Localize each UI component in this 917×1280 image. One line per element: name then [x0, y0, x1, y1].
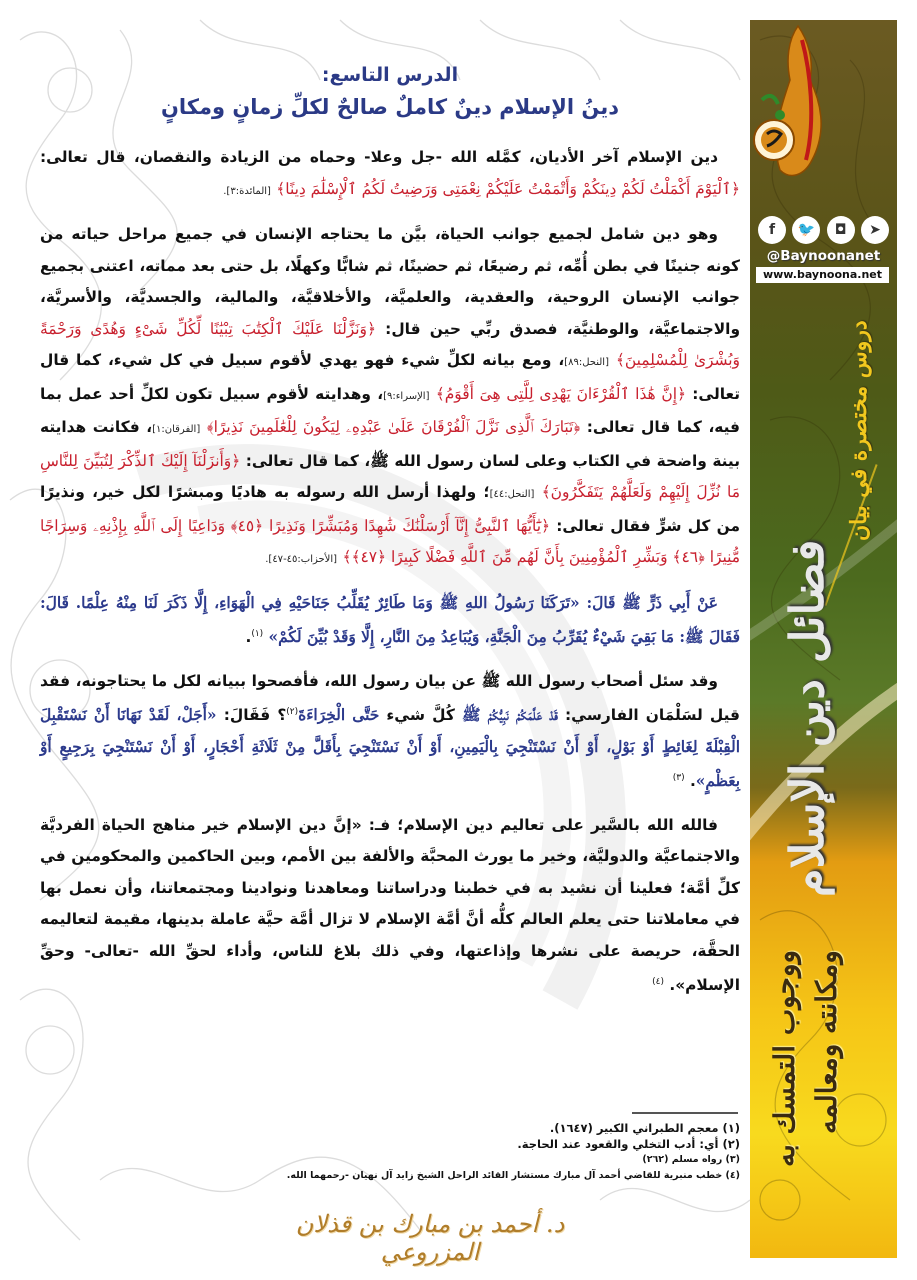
lesson-page	[40, 60, 740, 1014]
author-signature: د. أحمد بن مبارك بن قذلان المزروعي	[295, 1210, 565, 1266]
paragraph-text: وهو دين شامل لجميع جوانب الحياة، بيَّن ما يحتاجه الإنسان في جميع مراحل حياته من كونه جنينًا في بطن أُمِّه، ثم رضيعًا، ثم حضينًا، ثم شابًّا وكهلًا، بل حتى بعد مماته، اعتنى بجميع جوانب الإنسان الروحية، والعقدية، والعلميَّة، والأخلاقيَّة، والمالية، والجسديَّة، والأسريَّة، والاجتماعيَّة، والوطنيَّة، فصدق ربِّي حين قال:	[40, 225, 741, 338]
paragraph-text: كُلَّ شيء	[386, 706, 455, 725]
quran-verse: ﴿تَبَارَكَ ٱلَّذِى نَزَّلَ ٱلْفُرْقَانَ عَلَىٰ عَبْدِهِۦ لِيَكُونَ لِلْعَٰلَمِينَ نَذِيرًا﴾	[206, 418, 581, 436]
verse-reference: [الإسراء:٩]	[383, 390, 430, 402]
footnote-marker[interactable]: (١)	[251, 629, 264, 639]
social-links	[758, 216, 889, 244]
paragraph-text: فالله الله بالسَّير على تعاليم دين الإسلام؛ فـ: «إنَّ دين الإسلام خير مناهج الحياة الفرديَّة والاجتماعيَّة والدوليَّة، وخير ما يورث المحبَّة والألفة بين الأمم، وبين الحاكمين والمحكومين في كلِّ أمَّة؛ فعلينا أن نشيد به في خطبنا ودراساتنا ومعاهدنا ونوادينا ومجتمعاتنا، وأن نعمل بها في معاملاتنا حتى يعلم العالم كلُّه أنَّ أمَّة الإسلام لا تزال أمَّة حيَّة عاملة بدينها، مقيمة لتعاليمه الحقَّة، حريصة على نشرها وإذاعتها، وفي ذلك بلاغ للناس، وأداء لحقِّ الله -تعالى- وحقِّ الإسلام».	[40, 815, 740, 995]
verse-reference: [الأحزاب:٤٥-٤٧].	[265, 554, 338, 565]
baynoona-logo	[750, 20, 830, 190]
series-title-line-2: ومكانته ومعالمه	[810, 950, 843, 1134]
social-handle[interactable]: @Baynoonanet	[766, 248, 881, 264]
lesson-title: دينُ الإسلام دينٌ كاملٌ صالحٌ لكلِّ زمانٍ ومكانٍ	[161, 95, 619, 119]
footnote-marker[interactable]: (٣)	[672, 773, 685, 784]
paragraph-text: دين الإسلام آخر الأديان، كمَّله الله -جل وعلا- وحماه من الزيادة والنقصان، قال تعالى:	[40, 148, 718, 166]
paragraph-2	[40, 219, 740, 576]
twitter-icon[interactable]: 🐦	[792, 216, 820, 244]
series-title-line-3: ووجوب التمسك به	[768, 950, 801, 1167]
telegram-icon[interactable]: ➤	[861, 216, 889, 244]
verse-reference: [الفرقان:١]	[152, 424, 201, 435]
hadith-text: «تَرَكَنَا رَسُولُ اللهِ ﷺ وَمَا طَائِرٌ يُقَلِّبُ جَنَاحَيْهِ فِي الْهَوَاءِ، إِلَّا ذَكَرَ لَنَا مِنْهُ عِلْمًا. قَالَ: فَقَالَ ﷺ: مَا بَقِيَ شَيْءٌ يُقَرِّبُ مِنَ الْجَنَّةِ، وَيُبَاعِدُ مِنَ النَّارِ، إِلَّا وَقَدْ بُيِّنَ لَكُمْ»	[40, 593, 740, 647]
verse-reference: [المائدة:٣].	[223, 185, 271, 197]
paragraph-text: ، وهدايته لأقوم سبيل تكون لكلِّ أحد عمل بما فيه، كما قال تعالى:	[40, 384, 740, 436]
paragraph-text: ؛ ولهذا أرسل الله رسوله به هاديًا ومبشرًا لكل خير، ونذيرًا من كل شرٍّ فقال تعالى:	[40, 483, 740, 535]
quran-verse: ﴿وَنَزَّلْنَا عَلَيْكَ ٱلْكِتَٰبَ تِبْيَٰنًا لِّكُلِّ شَىْءٍ وَهُدًى وَرَحْمَةً وَبُشْرَىٰ لِلْمُسْلِمِينَ﴾	[40, 319, 740, 369]
punctuation: .	[689, 772, 696, 791]
punctuation: .	[245, 628, 252, 647]
hadith-text: قَدْ عَلَّمَكُمْ نَبِيُّكُمْ ﷺ	[461, 706, 558, 725]
hadith-text: حَتَّى الْخِرَاءَةَ	[298, 706, 380, 725]
quran-verse: ﴿يَٰٓأَيُّهَا ٱلنَّبِىُّ إِنَّآ أَرْسَلْنَٰكَ شَٰهِدًا وَمُبَشِّرًا وَنَذِيرًا ﴿٤٥﴾ وَدَاعِيًا إِلَى ٱللَّهِ بِإِذْنِهِۦ وَسِرَاجًا مُّنِيرًا ﴿٤٦﴾ وَبَشِّرِ ٱلْمُؤْمِنِينَ بِأَنَّ لَهُم مِّنَ ٱللَّهِ فَضْلًا كَبِيرًا ﴿٤٧﴾﴾	[40, 516, 740, 566]
lesson-number: الدرس التاسع:	[321, 64, 459, 86]
facebook-icon[interactable]: f	[758, 216, 786, 244]
footnote-2: (٢) أي: أدب التخلي والقعود عند الحاجة.	[517, 1137, 740, 1151]
footnote-3: (٣) رواه مسلم (٢٦٢)	[642, 1154, 740, 1165]
hadith-text: «أَجَلْ، لَقَدْ نَهَانَا أَنْ نَسْتَقْبِلَ الْقِبْلَةَ لِغَائِطٍ أَوْ بَوْلٍ، أَوْ أَنْ نَسْتَنْجِيَ بِالْيَمِينِ، أَوْ أَنْ نَسْتَنْجِيَ بِأَقَلَّ مِنْ ثَلَاثَةِ أَحْجَارٍ، أَوْ أَنْ نَسْتَنْجِيَ بِرَجِيعٍ أَوْ بِعَظْمٍ»	[40, 706, 740, 791]
footnote-1: (١) معجم الطبراني الكبير (١٦٤٧).	[549, 1121, 740, 1135]
verse-reference: [النحل:٨٩]	[564, 357, 609, 368]
quran-verse: ﴿إِنَّ هَٰذَا ٱلْقُرْءَانَ يَهْدِى لِلَّتِى هِىَ أَقْوَمُ﴾	[435, 384, 686, 403]
footnotes	[240, 1120, 740, 1184]
verse-reference: [النحل:٤٤]	[489, 489, 535, 500]
series-title-main: فضائل دين الإسلام	[780, 540, 834, 898]
website-link[interactable]: www.baynoona.net	[756, 267, 889, 283]
quran-verse: ﴿وَأَنزَلْنَآ إِلَيْكَ ٱلذِّكْرَ لِتُبَيِّنَ لِلنَّاسِ مَا نُزِّلَ إِلَيْهِمْ وَلَعَلَّهُمْ يَتَفَكَّرُونَ﴾	[40, 451, 740, 501]
paragraph-5	[40, 810, 740, 1002]
paragraph-3	[40, 588, 740, 654]
paragraph-4	[40, 666, 740, 798]
paragraph-text: ، ومع بيانه لكلِّ شيء فهو يهدي لأقوم سبيل في كل شيء، كما قال تعالى:	[40, 351, 740, 403]
footnote-marker[interactable]: (٢)	[286, 707, 299, 718]
title-block	[40, 60, 740, 124]
hadith-narrator: عَنْ أَبِي ذَرٍّ ﷺ قَالَ:	[586, 593, 718, 612]
paragraph-text: وقد سئل أصحاب رسول الله ﷺ عن بيان رسول الله، فأفصحوا ببيانه لكل ما يحتاجونه، فقد قيل لسَلْمَان الفارسي:	[40, 671, 741, 725]
paragraph-text: ؟ فَقَالَ:	[223, 706, 287, 725]
footnote-divider	[632, 1112, 738, 1114]
series-subtitle: دروس مختصرة في بيان	[846, 320, 872, 541]
series-banner	[750, 20, 897, 1258]
quran-verse: ﴿ٱلْيَوْمَ أَكْمَلْتُ لَكُمْ دِينَكُمْ وَأَتْمَمْتُ عَلَيْكُمْ نِعْمَتِى وَرَضِيتُ لَكُمُ ٱلْإِسْلَٰمَ دِينًا﴾	[276, 179, 740, 198]
paragraph-text: ، فكانت هدايته بينة واضحة في الكتاب وعلى لسان رسول الله ﷺ، كما قال تعالى:	[40, 418, 740, 470]
footnote-marker[interactable]: (٤)	[652, 977, 664, 988]
footnote-4: (٤) خطب منبرية للقاضي أحمد آل مبارك مستشار القائد الراحل الشيخ زايد آل نهيان -رحمهما الله.	[286, 1170, 740, 1181]
instagram-icon[interactable]: ◘	[827, 216, 855, 244]
paragraph-1	[40, 142, 740, 207]
